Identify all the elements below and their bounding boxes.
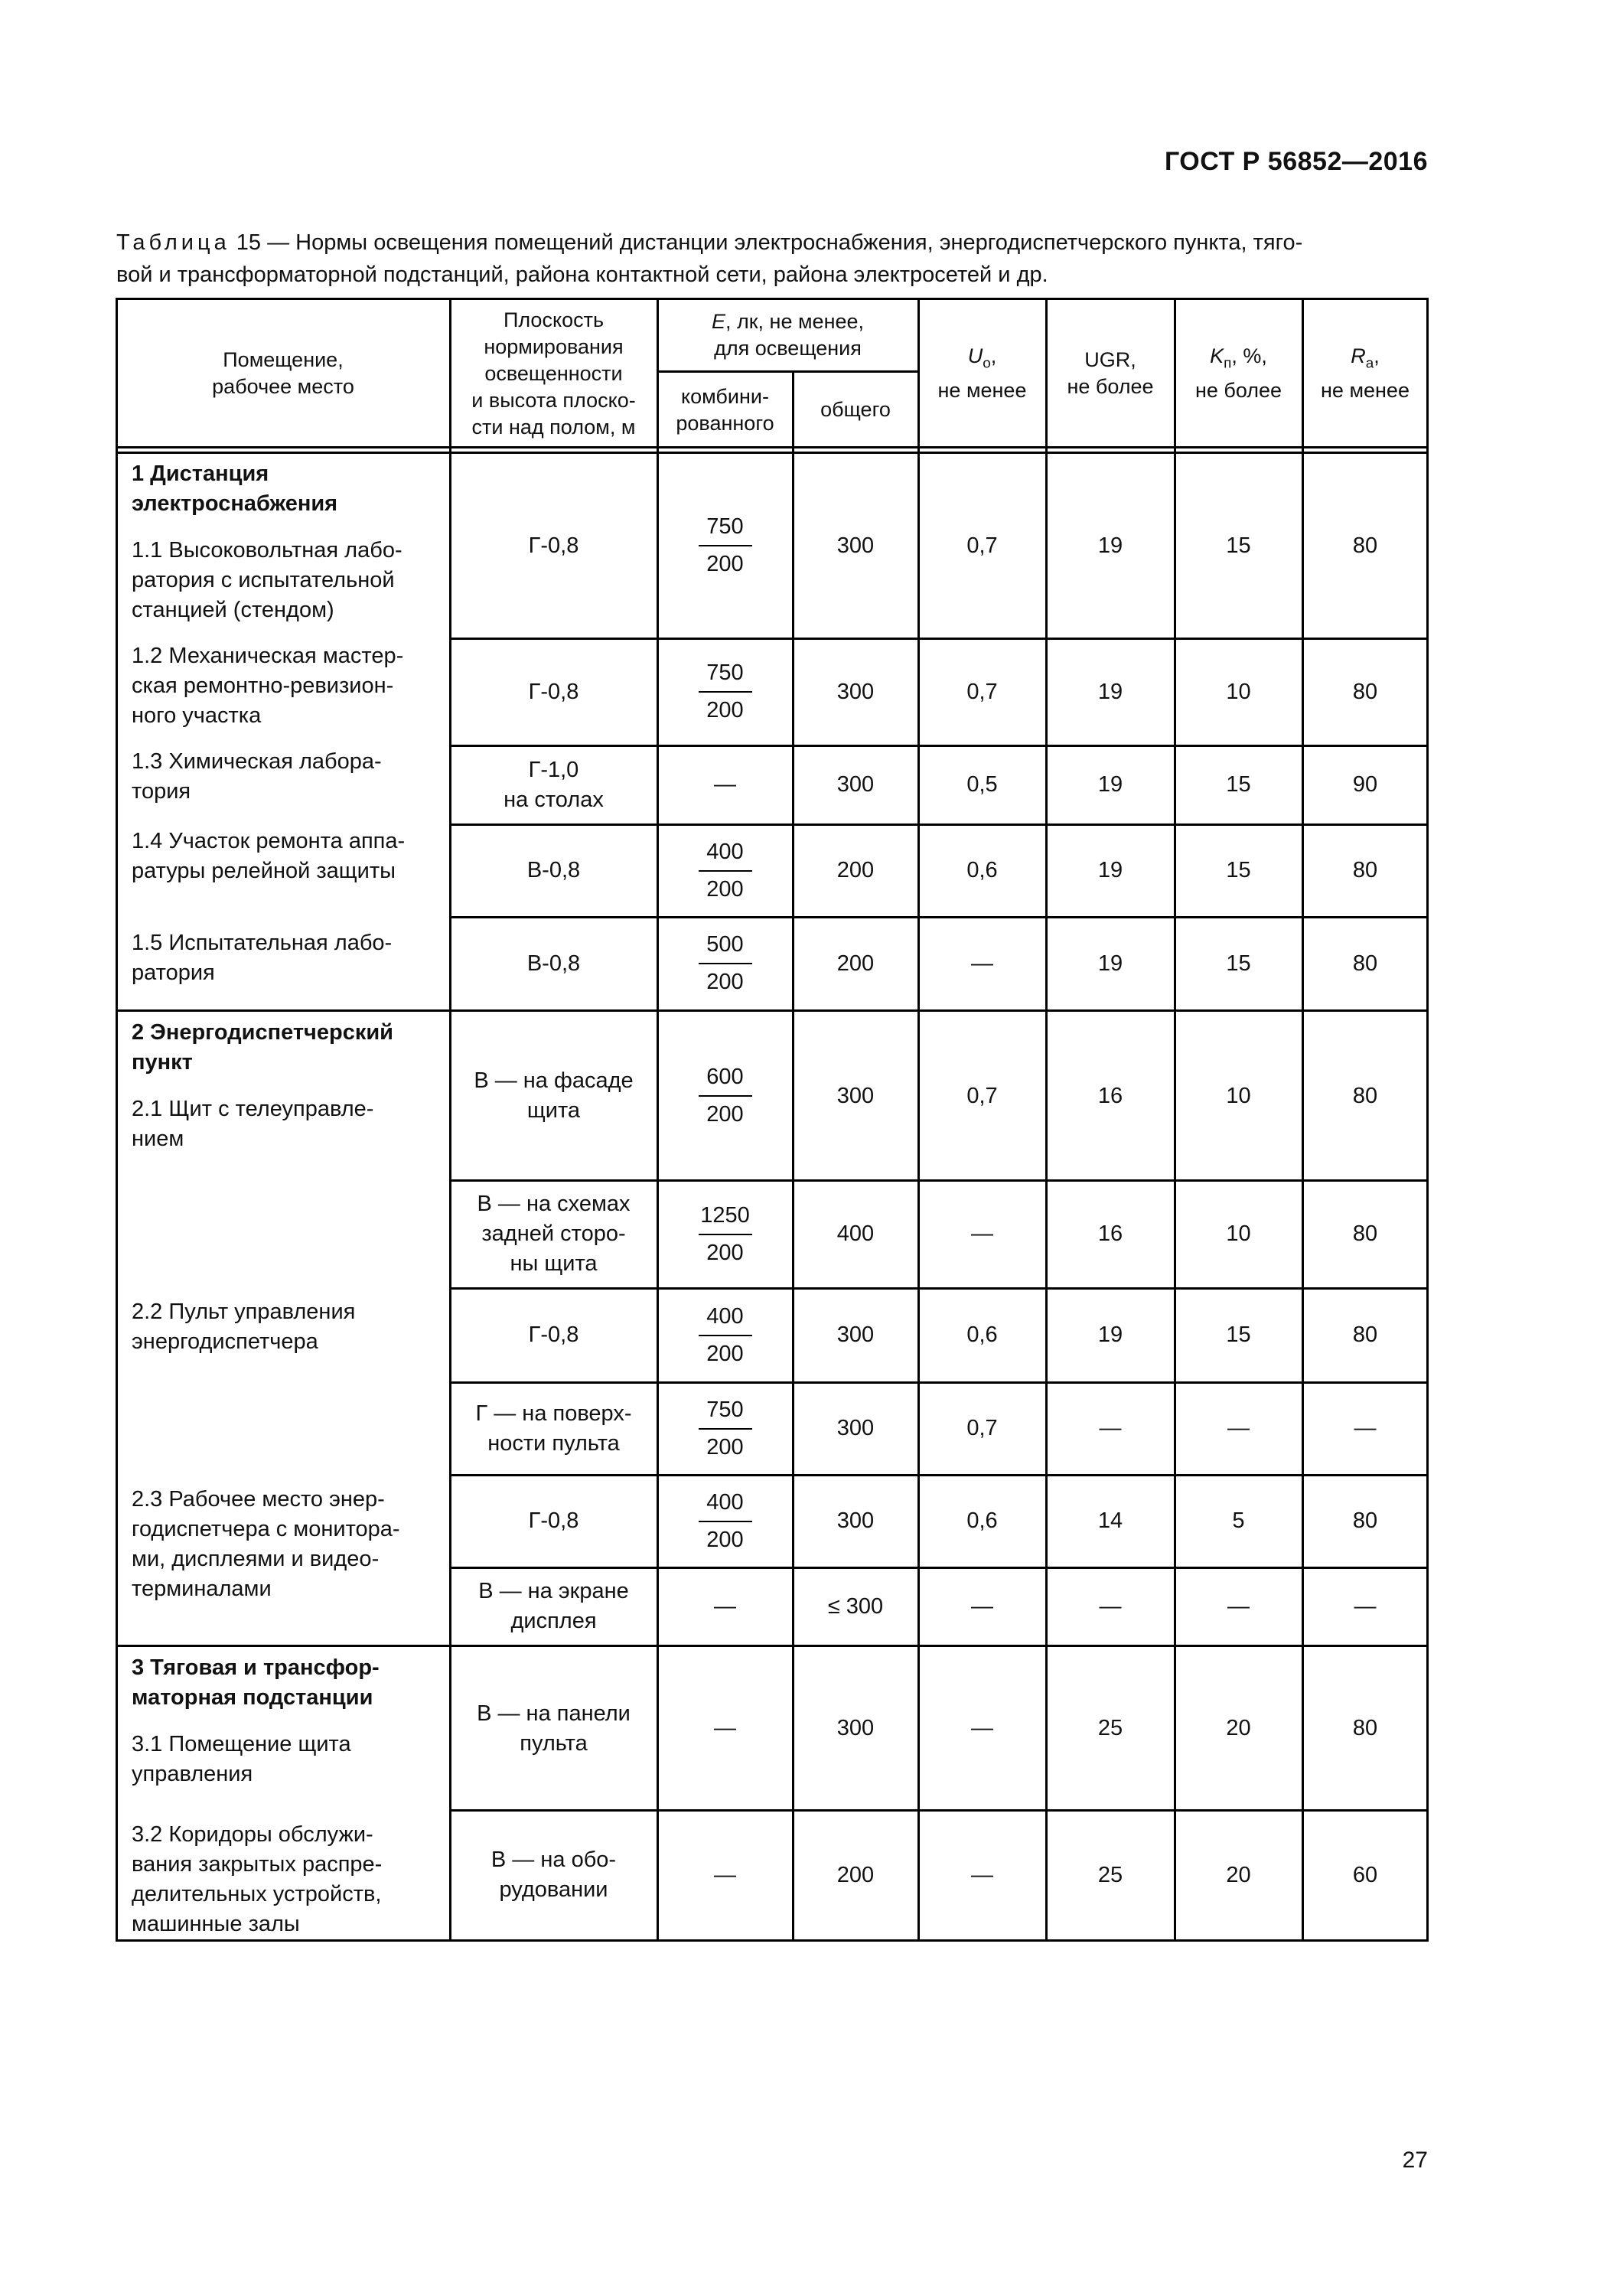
room-name-line: ратуры релейной защиты [132, 859, 396, 883]
uo-cell [918, 638, 1046, 745]
kp-cell [1175, 1288, 1302, 1382]
combined-cell [657, 917, 793, 1010]
table-caption [116, 227, 1428, 291]
ugr-value: 19 [1097, 533, 1123, 558]
plane-line: Г-0,8 [528, 1322, 579, 1347]
caption-number: 15 [236, 230, 262, 255]
fraction-numerator: 400 [699, 837, 752, 872]
plane-cell [450, 638, 657, 745]
kp-cell [1175, 1810, 1302, 1940]
uo-value: 0,5 [966, 772, 998, 797]
ra-value: 80 [1352, 679, 1378, 704]
fraction [699, 1395, 752, 1463]
ugr-cell [1046, 1567, 1175, 1645]
header-kp-rest: , %, [1231, 344, 1267, 368]
fraction-numerator: 750 [699, 512, 752, 546]
general-value: 300 [836, 1416, 875, 1440]
ra-cell [1302, 638, 1428, 745]
ugr-value: 16 [1097, 1083, 1123, 1108]
header-ra: $R_a$, не менее [1302, 300, 1428, 447]
room-name-line: 1.1 Высоковольтная лабо- [132, 538, 402, 563]
caption-text-1: — Нормы освещения помещений дистанции электроснабжения, энергодиспетчерского пункта, тяго- [261, 230, 1303, 255]
ra-cell [1302, 1475, 1428, 1567]
fraction-denominator: 200 [706, 1102, 744, 1127]
header-uo-symbol: U [967, 344, 983, 368]
uo-cell [918, 745, 1046, 824]
kp-cell [1175, 638, 1302, 745]
general-cell [793, 1012, 918, 1180]
combined-cell [657, 1647, 793, 1810]
ugr-value: 25 [1097, 1862, 1123, 1887]
room-name [116, 1485, 450, 1612]
plane-cell [450, 917, 657, 1010]
plane-line: дисплея [510, 1609, 597, 1633]
combined-cell [657, 824, 793, 917]
kp-cell [1175, 1382, 1302, 1475]
caption-line-1 [116, 227, 1428, 259]
header-room-line: рабочее место [212, 375, 354, 398]
room-name-line: ного участка [132, 703, 262, 728]
ra-cell [1302, 453, 1428, 638]
plane-cell [450, 824, 657, 917]
plane-line: В — на схемах [477, 1192, 631, 1216]
uo-value: 0,6 [966, 1322, 998, 1347]
plane-cell [450, 1012, 657, 1180]
header-general-label: общего [820, 398, 891, 421]
uo-cell [918, 1475, 1046, 1567]
ra-value: 80 [1352, 533, 1378, 558]
room-name-line: делительных устройств, [132, 1882, 382, 1906]
header-combined [657, 373, 793, 447]
room-name-line: тория [132, 779, 191, 804]
ugr-cell [1046, 1647, 1175, 1810]
combined-cell [657, 1810, 793, 1940]
kp-cell [1175, 453, 1302, 638]
plane-line: ности пульта [487, 1430, 620, 1456]
general-value: 200 [836, 858, 875, 882]
combined-cell [657, 745, 793, 824]
plane-line: В-0,8 [526, 858, 581, 882]
general-cell [793, 917, 918, 1010]
uo-value: — [971, 1593, 993, 1619]
kp-cell [1175, 1475, 1302, 1567]
ra-cell [1302, 1567, 1428, 1645]
room-name-line: вания закрытых распре- [132, 1852, 383, 1877]
header-kp-sub: п [1224, 355, 1232, 372]
caption-label: Таблица [116, 230, 230, 255]
general-value: 300 [836, 1083, 875, 1108]
header-kp-line2: не более [1194, 378, 1282, 402]
room-name-line: 1.3 Химическая лабора- [132, 749, 382, 774]
kp-value: 5 [1232, 1508, 1245, 1533]
uo-cell [918, 1810, 1046, 1940]
document-code: ГОСТ Р 56852—2016 [1164, 147, 1428, 176]
header-uo-sub: о [983, 355, 991, 372]
header-ugr-line1: UGR, [1084, 348, 1136, 371]
plane-line: В — на фасаде [474, 1068, 634, 1093]
ra-cell [1302, 1012, 1428, 1180]
plane-line: Г-0,8 [528, 533, 579, 558]
general-value: 400 [836, 1221, 875, 1246]
header-ugr [1046, 300, 1175, 447]
fraction-denominator: 200 [706, 698, 744, 722]
fraction [699, 1062, 752, 1130]
combined-cell [657, 1567, 793, 1645]
kp-value: 10 [1226, 679, 1251, 704]
uo-value: 0,7 [966, 679, 998, 704]
uo-cell [918, 1288, 1046, 1382]
general-value: 300 [836, 1322, 875, 1347]
header-plane-line: сти над полом, м [471, 415, 636, 439]
plane-cell [450, 1475, 657, 1567]
header-kp-symbol: K [1210, 344, 1224, 368]
combined-cell [657, 1475, 793, 1567]
ugr-value: 14 [1097, 1508, 1123, 1533]
kp-value: 20 [1226, 1716, 1251, 1740]
fraction-numerator: 500 [699, 930, 752, 964]
plane-cell [450, 745, 657, 824]
room-name-line: 1.2 Механическая мастер- [132, 644, 404, 668]
general-value: ≤ 300 [827, 1593, 884, 1619]
kp-value: 10 [1226, 1083, 1251, 1108]
ra-value: 80 [1352, 1508, 1378, 1533]
uo-cell [918, 453, 1046, 638]
room-name-line: 3.1 Помещение щита [132, 1732, 351, 1756]
general-value: 300 [836, 1716, 875, 1740]
header-plane [450, 300, 657, 447]
fraction-denominator: 200 [706, 970, 744, 994]
room-name-line: терминалами [132, 1577, 272, 1601]
ra-cell [1302, 1180, 1428, 1288]
room-name [116, 1730, 450, 1797]
fraction [699, 930, 752, 997]
room-name-line: ратория [132, 960, 215, 985]
room-name [116, 1820, 450, 1947]
uo-value: — [971, 951, 993, 976]
header-illuminance [657, 300, 918, 370]
header-general [793, 373, 918, 447]
plane-cell [450, 1647, 657, 1810]
plane-line: задней сторо- [481, 1221, 626, 1246]
plane-cell [450, 1180, 657, 1288]
fraction [699, 837, 752, 905]
ugr-cell [1046, 1180, 1175, 1288]
header-combined-line: комбини- [681, 384, 769, 408]
plane-line: щита [526, 1098, 581, 1123]
header-ugr-line2: не более [1067, 375, 1154, 398]
plane-cell [450, 1382, 657, 1475]
uo-value: 0,7 [966, 533, 998, 558]
uo-cell [918, 1382, 1046, 1475]
fraction-numerator: 750 [699, 1395, 752, 1430]
ugr-value: 25 [1097, 1716, 1123, 1740]
general-cell [793, 638, 918, 745]
kp-value: — [1227, 1593, 1250, 1619]
kp-value: — [1227, 1416, 1250, 1440]
kp-cell [1175, 1180, 1302, 1288]
combined-value: — [714, 1716, 736, 1740]
combined-value: — [714, 772, 736, 797]
kp-value: 15 [1226, 1322, 1251, 1347]
section-title-line: электроснабжения [132, 491, 338, 516]
general-value: 300 [836, 1508, 875, 1533]
fraction-numerator: 400 [699, 1488, 752, 1522]
kp-cell [1175, 1567, 1302, 1645]
uo-value: — [971, 1716, 993, 1740]
room-name-line: 3.2 Коридоры обслужи- [132, 1822, 373, 1847]
uo-value: — [971, 1862, 993, 1887]
ra-value: — [1354, 1416, 1377, 1440]
uo-value: 0,6 [966, 858, 998, 882]
combined-cell [657, 1288, 793, 1382]
kp-value: 20 [1226, 1862, 1251, 1887]
room-name [116, 928, 450, 996]
ugr-cell [1046, 824, 1175, 917]
ugr-value: 16 [1097, 1221, 1123, 1246]
uo-value: 0,6 [966, 1508, 998, 1533]
header-kp [1175, 300, 1302, 447]
ugr-value: 19 [1097, 1322, 1123, 1347]
ra-cell [1302, 1810, 1428, 1940]
combined-cell [657, 1180, 793, 1288]
ra-cell [1302, 1288, 1428, 1382]
general-value: 200 [836, 1862, 875, 1887]
plane-line: рудовании [499, 1877, 608, 1902]
uo-value: 0,7 [966, 1416, 998, 1440]
general-cell [793, 824, 918, 917]
room-name [116, 1094, 450, 1162]
fraction-numerator: 1250 [699, 1201, 752, 1235]
room-name-line: 1.4 Участок ремонта аппа- [132, 829, 406, 853]
plane-line: В — на экране [478, 1579, 629, 1603]
general-cell [793, 1567, 918, 1645]
combined-cell [657, 1012, 793, 1180]
ra-value: 80 [1352, 1221, 1378, 1246]
fraction-denominator: 200 [706, 1341, 744, 1366]
fraction-denominator: 200 [706, 876, 744, 902]
plane-line: В — на панели [477, 1701, 631, 1726]
section-title-line: 3 Тяговая и трансфор- [132, 1655, 380, 1680]
room-name-line: управления [132, 1762, 253, 1786]
fraction-numerator: 600 [699, 1062, 752, 1097]
fraction [699, 1488, 752, 1555]
fraction [699, 1201, 752, 1268]
general-cell [793, 453, 918, 638]
ugr-value: 19 [1097, 772, 1123, 797]
ugr-cell [1046, 1012, 1175, 1180]
plane-cell [450, 1288, 657, 1382]
section-title [116, 1018, 450, 1094]
uo-cell [918, 1012, 1046, 1180]
plane-cell [450, 1810, 657, 1940]
header-combined-line: рованного [676, 411, 774, 435]
uo-cell [918, 917, 1046, 1010]
ra-value: 80 [1352, 858, 1378, 882]
header-room [116, 300, 450, 447]
ugr-cell [1046, 638, 1175, 745]
room-name [116, 641, 450, 739]
fraction-numerator: 400 [699, 1302, 752, 1336]
ugr-cell [1046, 453, 1175, 638]
ugr-cell [1046, 1288, 1175, 1382]
ra-value: 90 [1352, 772, 1378, 797]
header-plane-line: Плоскость [503, 308, 605, 331]
kp-value: 15 [1226, 951, 1251, 976]
fraction [699, 512, 752, 579]
ra-cell [1302, 1647, 1428, 1810]
room-name [116, 827, 450, 894]
room-name [116, 1297, 450, 1365]
section-title-line: маторная подстанции [132, 1685, 373, 1710]
ugr-cell [1046, 917, 1175, 1010]
page-number: 27 [1402, 2148, 1428, 2173]
general-cell [793, 745, 918, 824]
fraction-denominator: 200 [706, 552, 744, 576]
header-room-line: Помещение, [223, 348, 344, 371]
combined-cell [657, 1382, 793, 1475]
general-cell [793, 1180, 918, 1288]
uo-value: 0,7 [966, 1083, 998, 1108]
ugr-cell [1046, 1810, 1175, 1940]
plane-line: В-0,8 [526, 951, 581, 976]
general-value: 300 [836, 533, 875, 558]
general-value: 300 [836, 679, 875, 704]
room-name-line: станцией (стендом) [132, 598, 334, 622]
combined-cell [657, 453, 793, 638]
header-uo: $U_о$, не менее [918, 300, 1046, 447]
general-value: 200 [836, 951, 875, 976]
header-plane-line: нормирования [484, 334, 624, 358]
plane-cell [450, 453, 657, 638]
room-name-line: машинные залы [132, 1912, 300, 1936]
plane-line: В — на обо- [490, 1848, 617, 1872]
kp-cell [1175, 1012, 1302, 1180]
kp-cell [1175, 917, 1302, 1010]
general-cell [793, 1475, 918, 1567]
uo-cell [918, 1180, 1046, 1288]
combined-value: — [714, 1862, 736, 1887]
ugr-value: — [1099, 1416, 1122, 1440]
section-title [116, 1653, 450, 1730]
uo-value: — [971, 1221, 993, 1246]
kp-cell [1175, 824, 1302, 917]
general-cell [793, 1288, 918, 1382]
kp-cell [1175, 745, 1302, 824]
plane-line: Г — на поверх- [475, 1401, 632, 1426]
uo-cell [918, 824, 1046, 917]
plane-line: на столах [504, 787, 604, 812]
ra-cell [1302, 1382, 1428, 1475]
plane-cell [450, 1567, 657, 1645]
section-title-line: пункт [132, 1050, 193, 1075]
plane-line: Г-0,8 [528, 679, 579, 704]
room-name-line: 2.2 Пульт управления [132, 1300, 356, 1324]
uo-cell [918, 1647, 1046, 1810]
general-cell [793, 1647, 918, 1810]
ugr-value: 19 [1097, 679, 1123, 704]
room-name-line: 1.5 Испытательная лабо- [132, 931, 393, 955]
kp-value: 15 [1226, 858, 1251, 882]
kp-value: 10 [1226, 1221, 1251, 1246]
header-e-text: , лк, не менее, [725, 310, 865, 333]
kp-value: 15 [1226, 772, 1251, 797]
room-name [116, 747, 450, 814]
room-name-line: годиспетчера с монитора- [132, 1517, 400, 1541]
section-title-line: 2 Энергодиспетчерский [132, 1020, 394, 1045]
combined-value: — [714, 1593, 736, 1619]
fraction-denominator: 200 [706, 1527, 744, 1552]
room-name-line: ская ремонтно-ревизион- [132, 673, 394, 698]
general-value: 300 [836, 772, 875, 797]
header-ra-line2: не менее [1321, 378, 1410, 402]
header-ra-symbol: R [1351, 344, 1366, 368]
kp-cell [1175, 1647, 1302, 1810]
ugr-value: 19 [1097, 858, 1123, 882]
room-name-line: 2.3 Рабочее место энер- [132, 1487, 385, 1512]
room-name [116, 536, 450, 633]
ugr-cell [1046, 1475, 1175, 1567]
caption-text-2: вой и трансформаторной подстанций, района контактной сети, района электросетей и др. [116, 263, 1048, 287]
ra-value: 80 [1352, 1083, 1378, 1108]
header-e-symbol: E [711, 310, 725, 333]
ugr-value: — [1099, 1593, 1122, 1619]
header-uo-line2: не менее [937, 378, 1027, 402]
plane-line: ны щита [510, 1251, 598, 1276]
ra-cell [1302, 745, 1428, 824]
uo-cell [918, 1567, 1046, 1645]
general-cell [793, 1382, 918, 1475]
fraction-denominator: 200 [706, 1240, 744, 1265]
section-title-line: 1 Дистанция [132, 461, 269, 486]
ra-value: 80 [1352, 951, 1378, 976]
fraction-denominator: 200 [706, 1434, 744, 1459]
room-name-line: ми, дисплеями и видео- [132, 1547, 380, 1571]
general-cell [793, 1810, 918, 1940]
ra-cell [1302, 917, 1428, 1010]
header-e-line2: для освещения [714, 337, 862, 360]
ra-cell [1302, 824, 1428, 917]
combined-cell [657, 638, 793, 745]
ra-value: 60 [1352, 1862, 1378, 1887]
room-name-line: нием [132, 1127, 184, 1151]
header-plane-line: освещенности [484, 361, 623, 385]
ugr-cell [1046, 1382, 1175, 1475]
ugr-value: 19 [1097, 951, 1123, 976]
ra-value: 80 [1352, 1322, 1378, 1347]
room-name-line: энергодиспетчера [132, 1329, 318, 1354]
header-ra-sub: a [1365, 355, 1374, 372]
fraction [699, 1302, 752, 1369]
room-name-line: ратория с испытательной [132, 568, 395, 592]
fraction [699, 658, 752, 726]
room-name-line: 2.1 Щит с телеуправле- [132, 1097, 374, 1121]
ra-value: — [1354, 1593, 1377, 1619]
ra-value: 80 [1352, 1716, 1378, 1740]
fraction-numerator: 750 [699, 658, 752, 693]
ugr-cell [1046, 745, 1175, 824]
header-plane-line: и высота плоско- [471, 388, 636, 412]
plane-line: Г-0,8 [528, 1508, 579, 1533]
plane-line: Г-1,0 [528, 757, 579, 782]
section-title [116, 459, 450, 536]
kp-value: 15 [1226, 533, 1251, 558]
plane-line: пульта [520, 1730, 588, 1756]
